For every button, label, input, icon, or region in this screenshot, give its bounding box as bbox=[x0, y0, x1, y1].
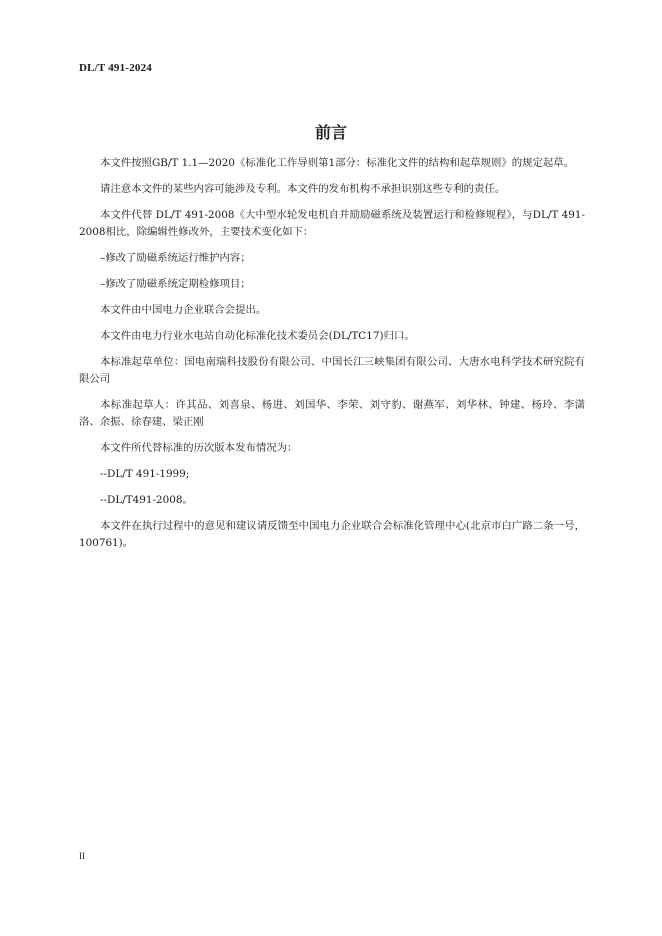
paragraph-replaces: 本文件代替 DL/T 491-2008《大中型水轮发电机自并励励磁系统及装置运行和检修规程》，与DL/T 491-2008相比，除编辑性修改外，主要技术变化如下： bbox=[79, 209, 585, 238]
paragraph-drafters: 本标准起草人：许其品、刘喜泉、杨进、刘国华、李荣、刘守豹、谢燕军、刘华林、钟建、杨玲、李潇洛、余振、徐春建、梁正刚 bbox=[79, 399, 585, 428]
paragraph-proposed-by: 本文件由中国电力企业联合会提出。 bbox=[100, 304, 267, 316]
history-item-2008: --DL/T491-2008。 bbox=[100, 494, 193, 506]
document-body bbox=[79, 155, 585, 561]
paragraph-under-jurisdiction: 本文件由电力行业水电站自动化标准化技术委员会(DL/TC17)归口。 bbox=[100, 330, 415, 342]
paragraph-drafting-rules: 本文件按照GB/T 1.1—2020《标准化工作导则第1部分：标准化文件的结构和起草规则》的规定起草。 bbox=[100, 157, 575, 169]
paragraph-patent-notice: 请注意本文件的某些内容可能涉及专利。本文件的发布机构不承担识别这些专利的责任。 bbox=[100, 183, 506, 195]
page-title: 前言 bbox=[314, 123, 347, 142]
change-item-1: –修改了励磁系统运行维护内容； bbox=[100, 252, 251, 264]
paragraph-feedback: 本文件在执行过程中的意见和建议请反馈至中国电力企业联合会标准化管理中心(北京市白广路二条一号，100761)。 bbox=[79, 520, 585, 549]
page-number: II bbox=[79, 851, 85, 861]
document-code: DL/T 491-2024 bbox=[79, 62, 152, 74]
paragraph-drafting-units: 本标准起草单位：国电南瑞科技股份有限公司、中国长江三峡集团有限公司、大唐水电科学技术研究院有限公司 bbox=[79, 356, 585, 385]
change-item-2: –修改了励磁系统定期检修项目； bbox=[100, 278, 251, 290]
history-item-1999: --DL/T 491-1999; bbox=[100, 468, 190, 480]
paragraph-history-intro: 本文件所代替标准的历次版本发布情况为： bbox=[100, 442, 298, 454]
